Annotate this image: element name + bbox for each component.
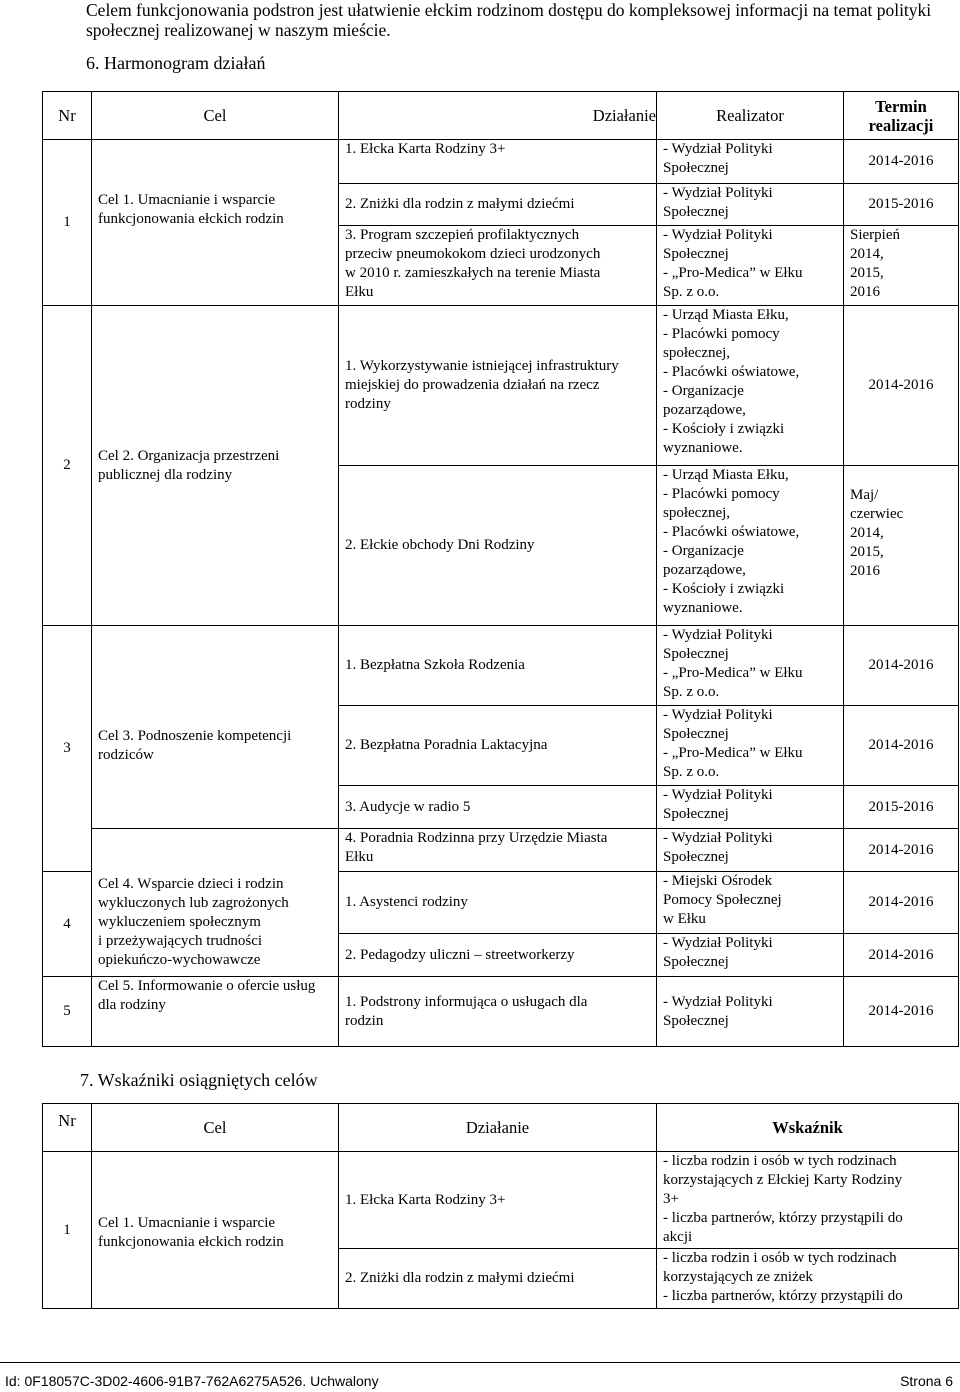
header-cel: Cel — [92, 1104, 339, 1152]
row-realizator: - Miejski Ośrodek Pomocy Społecznej w Ełku — [663, 873, 782, 927]
row-termin: 2015-2016 — [844, 786, 959, 829]
row-realizator: - Wydział Polityki Społecznej - „Pro-Medica” w Ełku Sp. z o.o. — [663, 627, 803, 700]
row-termin: 2014-2016 — [844, 140, 959, 184]
row-realizator: - Urząd Miasta Ełku, - Placówki pomocy społecznej, - Placówki oświatowe, - Organizacje pozarządowe, - Kościoły i związki wyznaniowe. — [663, 307, 800, 456]
row-termin: 2014-2016 — [844, 829, 959, 872]
row-realizator: - Wydział Polityki Społecznej — [663, 830, 773, 865]
row-realizator: - Urząd Miasta Ełku, - Placówki pomocy społecznej, - Placówki oświatowe, - Organizacje pozarządowe, - Kościoły i związki wyznaniowe. — [663, 467, 800, 616]
page-footer — [0, 1362, 960, 1392]
row-nr: 3 — [43, 626, 92, 872]
table-row — [43, 1152, 959, 1249]
header-nr: Nr — [43, 1104, 92, 1152]
header-termin: Termin realizacji — [844, 92, 959, 140]
row-dzialanie: 1. Ełcka Karta Rodziny 3+ — [345, 141, 506, 157]
row-dzialanie: 1. Wykorzystywanie istniejącej infrastruktury miejskiej do prowadzenia działań na rzecz rodziny — [345, 358, 619, 412]
table-row — [43, 306, 959, 466]
row-wskaznik: - liczba rodzin i osób w tych rodzinach korzystających z Ełckiej Karty Rodziny 3+ - liczba partnerów, którzy przystąpili do akcji — [663, 1153, 903, 1245]
table-row — [43, 140, 959, 184]
row-dzialanie: 2. Pedagodzy uliczni – streetworkerzy — [345, 946, 575, 963]
table-row — [43, 626, 959, 706]
row-realizator: - Wydział Polityki Społecznej - „Pro-Medica” w Ełku Sp. z o.o. — [663, 227, 803, 300]
row-termin: 2015-2016 — [844, 184, 959, 226]
row-cel: Cel 5. Informowanie o ofercie usług dla rodziny — [98, 978, 316, 1013]
row-nr: 5 — [43, 977, 92, 1047]
header-dzialanie: Działanie — [339, 1104, 657, 1152]
header-nr: Nr — [43, 92, 92, 140]
row-dzialanie: 3. Audycje w radio 5 — [345, 798, 471, 815]
row-cel: Cel 1. Umacnianie i wsparcie funkcjonowania ełckich rodzin — [92, 140, 339, 306]
row-nr: 1 — [43, 1152, 92, 1309]
row-wskaznik: - liczba rodzin i osób w tych rodzinach korzystających ze zniżek - liczba partnerów, którzy przystąpili do — [663, 1250, 903, 1304]
section-6-title: 6. Harmonogram działań — [86, 53, 266, 73]
header-realizator: Realizator — [657, 92, 844, 140]
row-dzialanie: 2. Ełckie obchody Dni Rodziny — [345, 537, 535, 553]
row-dzialanie: 1. Ełcka Karta Rodziny 3+ — [345, 1191, 506, 1208]
indicators-header-row — [43, 1104, 959, 1152]
table-row — [43, 829, 959, 872]
row-cel: Cel 4. Wsparcie dzieci i rodzin wykluczonych lub zagrożonych wykluczeniem społecznym i przeżywających trudności opiekuńczo-wychowawcze — [98, 876, 289, 968]
row-dzialanie: 2. Zniżki dla rodzin z małymi dziećmi — [345, 1270, 575, 1286]
header-dzialanie: Działanie — [339, 92, 657, 140]
row-cel: Cel 3. Podnoszenie kompetencji rodziców — [98, 728, 292, 763]
row-termin: 2014-2016 — [844, 626, 959, 706]
page-number: Strona 6 — [900, 1373, 953, 1389]
intro-paragraph: Celem funkcjonowania podstron jest ułatwienie ełckim rodzinom dostępu do kompleksowej informacji na temat polityki społecznej realizowanej w naszym mieście. — [86, 0, 932, 40]
row-termin: 2014-2016 — [844, 934, 959, 977]
row-termin: Maj/ czerwiec 2014, 2015, 2016 — [850, 487, 904, 579]
indicators-table — [42, 1103, 959, 1309]
row-realizator: - Wydział Polityki Społecznej — [663, 787, 773, 822]
row-dzialanie: 1. Bezpłatna Szkoła Rodzenia — [345, 657, 525, 673]
row-dzialanie: 1. Podstrony informująca o usługach dla rodzin — [345, 993, 588, 1029]
row-cel: Cel 1. Umacnianie i wsparcie funkcjonowania ełckich rodzin — [98, 1215, 284, 1250]
row-realizator: - Wydział Polityki Społecznej — [663, 141, 773, 176]
header-cel: Cel — [92, 92, 339, 140]
row-realizator: - Wydział Polityki Społecznej — [663, 935, 773, 970]
row-termin: 2014-2016 — [844, 306, 959, 466]
row-dzialanie: 2. Zniżki dla rodzin z małymi dziećmi — [345, 196, 575, 212]
row-termin: Sierpień 2014, 2015, 2016 — [850, 227, 900, 300]
row-nr: 1 — [43, 140, 92, 306]
table-row — [43, 977, 959, 1047]
section-7-title: 7. Wskaźniki osiągniętych celów — [80, 1070, 318, 1090]
row-termin: 2014-2016 — [844, 872, 959, 934]
header-wskaznik: Wskaźnik — [657, 1104, 959, 1152]
row-dzialanie: 1. Asystenci rodziny — [345, 894, 468, 910]
row-realizator: - Wydział Polityki Społecznej — [663, 185, 773, 220]
row-nr: 4 — [43, 872, 92, 977]
row-nr: 2 — [43, 306, 92, 626]
row-termin: 2014-2016 — [844, 706, 959, 786]
row-termin: 2014-2016 — [844, 977, 959, 1047]
schedule-table — [42, 91, 959, 1047]
row-dzialanie: 2. Bezpłatna Poradnia Laktacyjna — [345, 737, 548, 753]
row-realizator: - Wydział Polityki Społecznej — [663, 993, 773, 1029]
document-id: Id: 0F18057C-3D02-4606-91B7-762A6275A526. Uchwalony — [5, 1373, 379, 1389]
schedule-header-row — [43, 92, 959, 140]
row-cel: Cel 2. Organizacja przestrzeni publicznej dla rodziny — [98, 447, 280, 483]
row-dzialanie: 3. Program szczepień profilaktycznych przeciw pneumokokom dzieci urodzonych w 2010 r. zamieszkałych na terenie Miasta Ełku — [345, 227, 601, 300]
row-dzialanie: 4. Poradnia Rodzinna przy Urzędzie Miasta Ełku — [345, 830, 608, 865]
row-realizator: - Wydział Polityki Społecznej - „Pro-Medica” w Ełku Sp. z o.o. — [663, 707, 803, 780]
